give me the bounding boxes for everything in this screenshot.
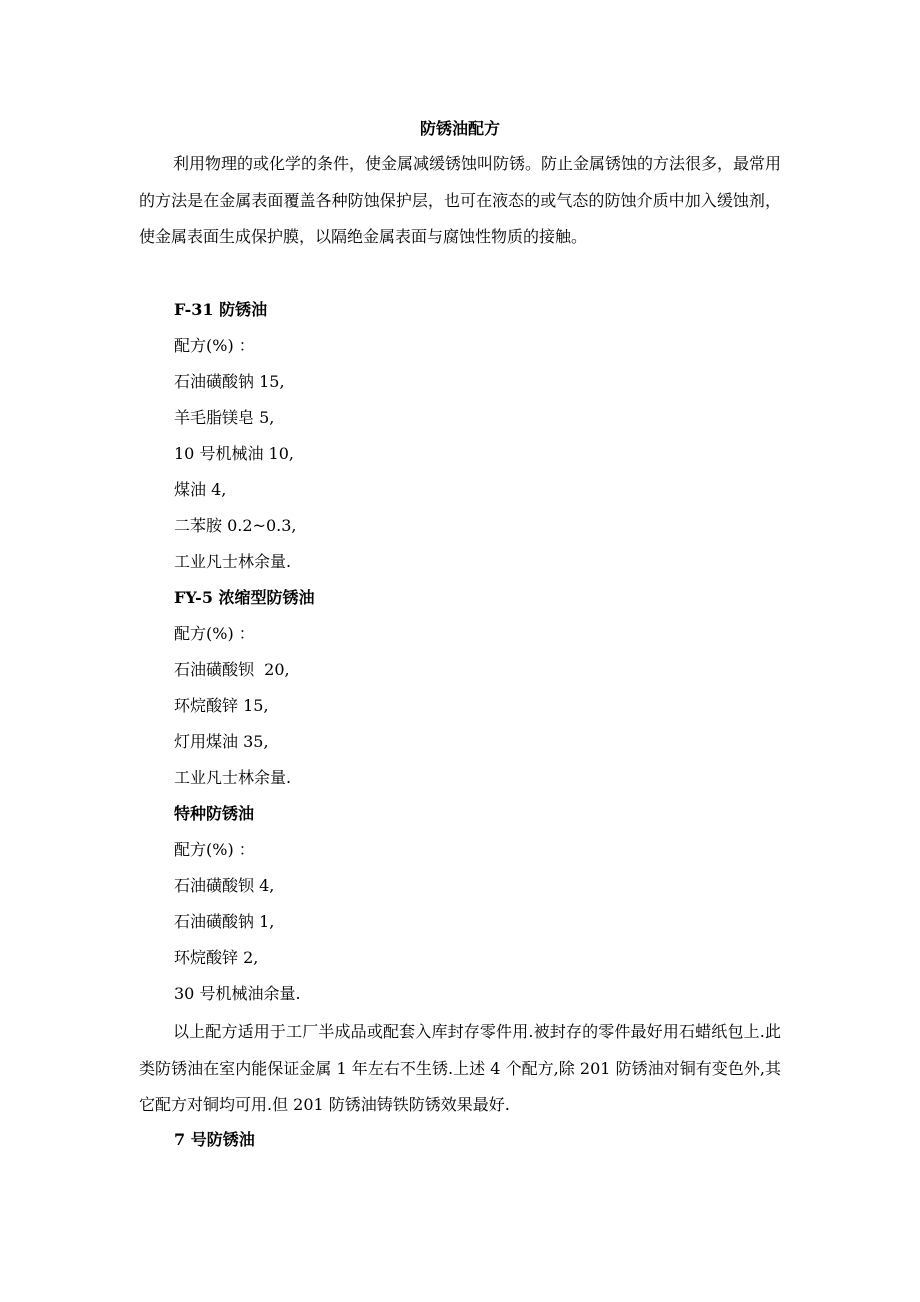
ingredient-line: 羊毛脂镁皂 5, — [174, 408, 275, 427]
formula-label: 配方(%) ： — [174, 840, 255, 859]
note-paragraph: 以上配方适用于工厂半成品或配套入库封存零件用.被封存的零件最好用石蜡纸包上.此类防锈油在室内能保证金属 1 年左右不生锈.上述 4 个配方,除 201 防锈油对铜有变色外,其它配方对铜均可用.但 201 防锈油铸铁防锈效果最好. — [139, 1022, 781, 1114]
ingredient-line: 工业凡士林余量. — [174, 552, 292, 571]
ingredient-line: 石油磺酸钠 15, — [174, 372, 285, 391]
section-heading-7: 7 号防锈油 — [174, 1130, 255, 1149]
ingredient-line: 环烷酸锌 15, — [174, 696, 269, 715]
section-heading-special: 特种防锈油 — [174, 804, 255, 823]
ingredient-line: 环烷酸锌 2, — [174, 948, 259, 967]
document-title: 防锈油配方 — [419, 119, 500, 138]
ingredient-line: 石油磺酸钠 1, — [174, 912, 275, 931]
section-heading-f31: F-31 防锈油 — [174, 300, 268, 319]
ingredient-line: 10 号机械油 10, — [174, 444, 294, 463]
ingredient-line: 工业凡士林余量. — [174, 768, 292, 787]
ingredient-line: 二苯胺 0.2~0.3, — [174, 516, 297, 535]
ingredient-line: 石油磺酸钡 4, — [174, 876, 275, 895]
ingredient-line: 煤油 4, — [174, 480, 227, 499]
formula-label: 配方(%) ： — [174, 624, 255, 643]
formula-label: 配方(%) ： — [174, 336, 255, 355]
ingredient-line: 30 号机械油余量. — [174, 984, 301, 1003]
section-heading-fy5: FY-5 浓缩型防锈油 — [174, 588, 315, 607]
ingredient-line: 灯用煤油 35, — [174, 732, 269, 751]
intro-paragraph: 利用物理的或化学的条件，使金属减缓锈蚀叫防锈。防止金属锈蚀的方法很多，最常用的方法是在金属表面覆盖各种防蚀保护层，也可在液态的或气态的防蚀介质中加入缓蚀剂，使金属表面生成保护膜，以隔绝金属表面与腐蚀性物质的接触。 — [139, 154, 782, 246]
ingredient-line: 石油磺酸钡 20, — [174, 660, 290, 679]
